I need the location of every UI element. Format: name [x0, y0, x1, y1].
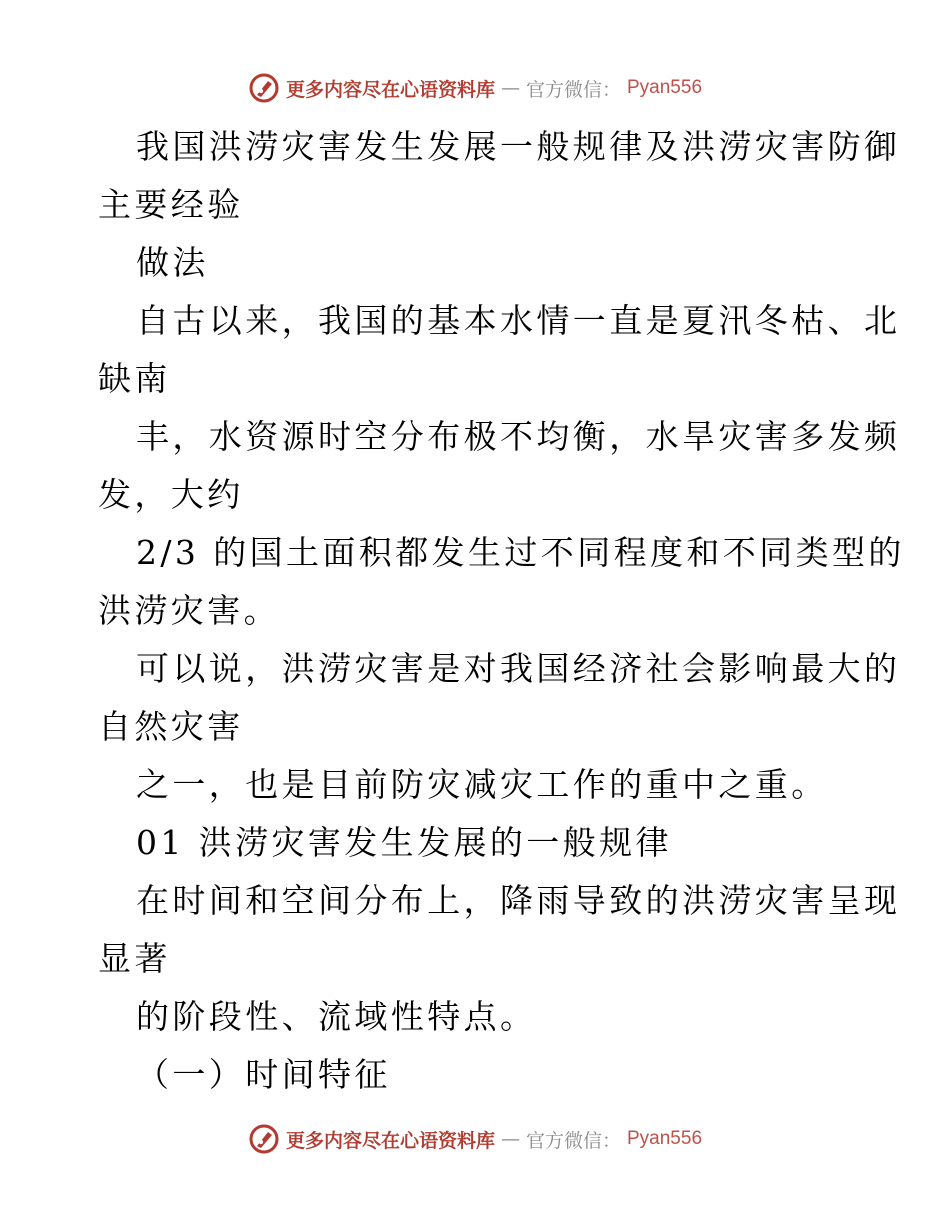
- text-line: 的阶段性、流域性特点。: [136, 997, 537, 1036]
- text-line: 自然灾害: [98, 707, 244, 746]
- text-line: 之一，也是目前防灾减灾工作的重中之重。: [136, 765, 828, 804]
- watermark-brand-text: 更多内容尽在心语资料库: [285, 1129, 495, 1152]
- footer-watermark: [0, 1119, 950, 1159]
- section-heading: 01 洪涝灾害发生发展的一般规律: [136, 823, 672, 862]
- quill-circle-icon: [248, 1123, 280, 1155]
- text-line: 显著: [98, 939, 171, 978]
- text-line: 丰，水资源时空分布极不均衡，水旱灾害多发频: [136, 417, 901, 456]
- watermark-channel-text: 官方微信：: [525, 78, 621, 101]
- watermark-channel-text: 官方微信：: [525, 1129, 621, 1152]
- quill-circle-icon: [248, 72, 280, 104]
- watermark-brand-text: 更多内容尽在心语资料库: [285, 78, 495, 101]
- text-line: 在时间和空间分布上，降雨导致的洪涝灾害呈现: [136, 881, 901, 920]
- text-line: 洪涝灾害。: [98, 591, 280, 630]
- text-line: 可以说，洪涝灾害是对我国经济社会影响最大的: [136, 649, 901, 688]
- text-line: 主要经验: [98, 185, 244, 224]
- text-line: 我国洪涝灾害发生发展一般规律及洪涝灾害防御: [136, 127, 901, 166]
- watermark-dash: —: [500, 77, 520, 99]
- header-watermark: [0, 68, 950, 108]
- text-line: 发，大约: [98, 475, 244, 514]
- text-line: 缺南: [98, 359, 171, 398]
- text-line: 2/3 的国土面积都发生过不同程度和不同类型的: [136, 533, 905, 572]
- text-line: 做法: [136, 243, 209, 282]
- watermark-wechat-id: Pyan556: [627, 1128, 703, 1149]
- subsection-heading: （一）时间特征: [136, 1055, 391, 1094]
- text-line: 自古以来，我国的基本水情一直是夏汛冬枯、北: [136, 301, 901, 340]
- document-body: [98, 118, 905, 1104]
- watermark-dash: —: [500, 1128, 520, 1150]
- watermark-wechat-id: Pyan556: [627, 77, 703, 98]
